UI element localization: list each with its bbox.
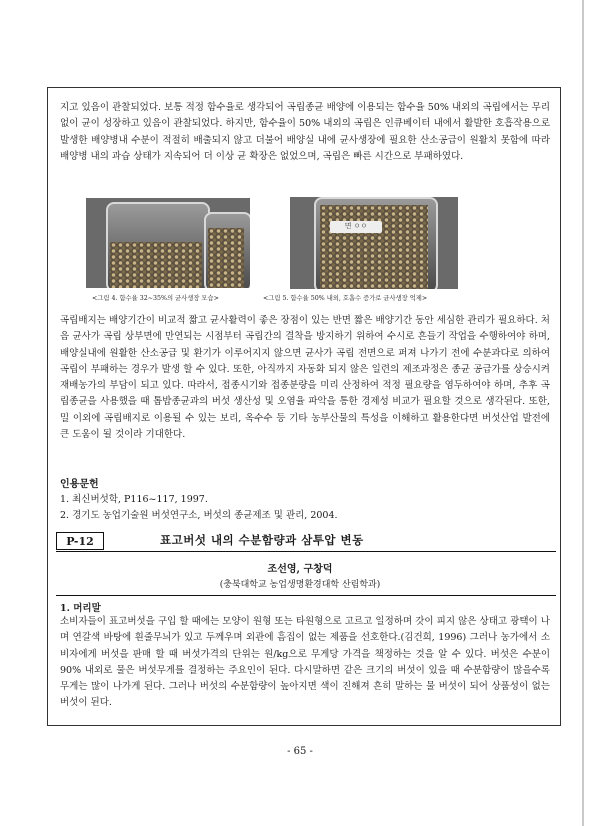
grain-fill (320, 205, 428, 289)
abstract-paragraph: 소비자들이 표고버섯을 구입 할 때에는 모양이 원형 또는 타원형으로 고르고 일정하며 갓이 피지 않은 상태고 광택이 나며 연갈색 바탕에 흰줄무늬가 있고 두께우며 외관에 흠집이 없는 제품을 선호한다.(김건희, 1996) 그러나 농가에서 소비자에게 버섯을 판매 할 때 버섯가격의 단위는 원/kg으로 무게당 가격을 책정하는 것을 알 수 있다. 버섯은 수분이 90% 내외로 물은 버섯무게를 결정하는 주요인이 된다. 다시말하면 같은 크기의 버섯이 있을 때 수분함량이 많을수록 무게는 많이 나가게 된다. 그러나 버섯의 수분함량이 높아지면 색이 진해져 흔히 말하는 물 버섯이 되어 상품성이 없는 버섯이 된다. (60, 616, 550, 709)
intro-paragraph: 지고 있음이 관찰되었다. 보통 적정 함수율로 생각되어 곡립종균 배양에 이용되는 함수율 50% 내외의 곡립에서는 무리 없이 균이 성장하고 있음이 관찰되었다. 하지만, 함수율이 50% 내외의 곡립은 인큐베이터 내에서 활발한 호흡작용으로 발생한 배양병내 수분이 적절히 배출되지 않고 더불어 배양실 내에 균사생장에 필요한 산소공급이 원활치 못함에 따라 배양병 내의 과습 상태가 지속되어 더 이상 균 확장은 없었으며, 곡립은 빠른 시간으로 부패하였다. (60, 102, 550, 162)
section-heading: 1. 머리말 (60, 603, 101, 614)
figure-4-caption: <그림 4. 함수율 32~35%의 균사생장 모습> (92, 295, 219, 302)
grain-fill (110, 242, 202, 288)
abstract-affiliation: (충북대학교 농업생명환경대학 산림학과) (219, 580, 381, 590)
grain-fill (208, 228, 244, 288)
jar-label-tag: 면 ㅇㅇ (330, 221, 382, 233)
abstract-authors: 조선영, 구창덕 (267, 564, 333, 575)
section-divider (56, 595, 556, 596)
abstract-title: 표고버섯 내의 수분함량과 삼투압 변동 (160, 533, 364, 547)
title-divider (56, 551, 556, 552)
reference-item: 1. 최신버섯학, P116~117, 1997. (60, 494, 208, 505)
figure-4-photo (86, 198, 250, 288)
reference-item: 2. 경기도 농업기술원 버섯연구소, 버섯의 종균제조 및 관리, 2004. (60, 510, 338, 521)
page-number: - 65 - (287, 746, 313, 757)
figure-5-caption: <그림 5. 함수율 50% 내외, 호흡수 증가로 균사생장 억제> (263, 295, 428, 302)
figure-5-photo (290, 197, 458, 289)
scan-edge (582, 0, 584, 826)
references-heading: 인용문헌 (60, 479, 99, 490)
abstract-code-box: P-12 (56, 532, 104, 550)
body-paragraph: 곡립배지는 배양기간이 비교적 짧고 균사활력이 좋은 장점이 있는 반면 짧은 배양기간 동안 세심한 관리가 필요하다. 처음 균사가 곡립 상부면에 만연되는 시점부터 곡립간의 결착을 방지하기 위하여 수시로 흔들기 작업을 수행하여야 하며, 배양실내에 원활한 산소공급 및 환기가 이루어지지 않으면 균사가 곡립 전면으로 퍼져 나가기 전에 수분과다로 의하여 곡립이 부패하는 경우가 발생 할 수 있다. 또한, 아직까지 자동화 되지 않은 일련의 제조과정은 종균 공급가를 상승시켜 재배농가의 부담이 되고 있다. 따라서, 접종시기와 접종분량을 미리 산정하여 적정 필요량을 염두하여야 하며, 추후 곡립종균을 사용했을 때 톱밥종균과의 버섯 생산성 및 오염율 파악을 통한 경제성 비교가 필요할 것으로 생각된다. 또한, 밀 이외에 곡립배지로 이용될 수 있는 보리, 옥수수 등 기타 농부산물의 특성을 이해하고 활용한다면 버섯산업 발전에 큰 도움이 될 것이라 기대한다. (60, 315, 550, 441)
